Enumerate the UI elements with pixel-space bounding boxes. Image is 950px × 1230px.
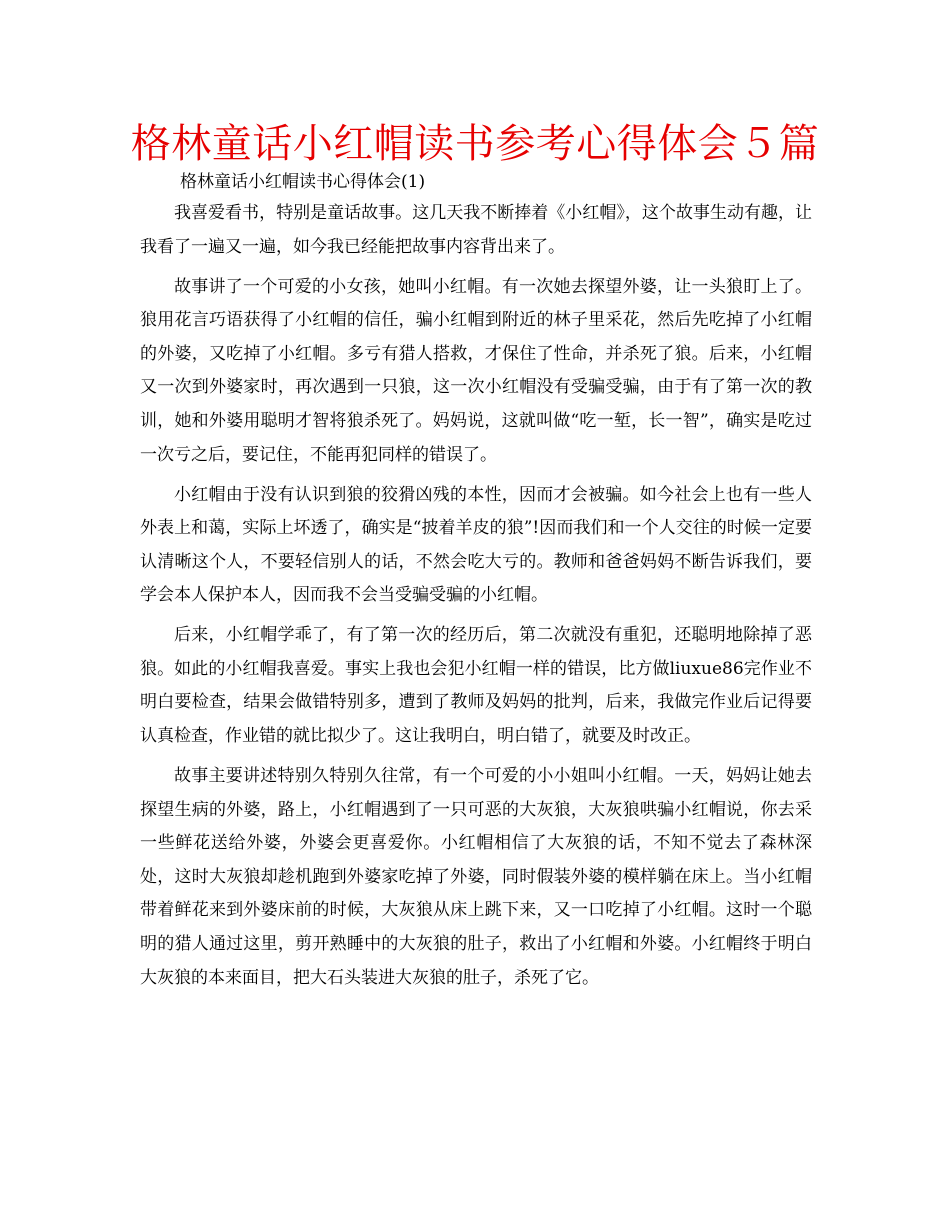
paragraph-3: 小红帽由于没有认识到狼的狡猾凶残的本性，因而才会被骗。如今社会上也有一些人外表上和蔼，实际上坏透了，确实是“披着羊皮的狼”!因而我们和一个人交往的时候一定要认清晰这个人，不要轻信别人的话，不然会吃大亏的。教师和爸爸妈妈不断告诉我们，要学会本人保护本人，因而我不会当受骗受骗的小红帽。 — [140, 484, 812, 606]
paragraph-5: 故事主要讲述特别久特别久往常，有一个可爱的小小姐叫小红帽。一天，妈妈让她去探望生病的外婆，路上，小红帽遇到了一只可恶的大灰狼，大灰狼哄骗小红帽说，你去采一些鲜花送给外婆，外婆会更喜爱你。小红帽相信了大灰狼的话，不知不觉去了森林深处，这时大灰狼却趁机跑到外婆家吃掉了外婆，同时假装外婆的模样躺在床上。当小红帽带着鲜花来到外婆床前的时候，大灰狼从床上跳下来，又一口吃掉了小红帽。这时一个聪明的猎人通过这里，剪开熟睡中的大灰狼的肚子，救出了小红帽和外婆。小红帽终于明白大灰狼的本来面目，把大石头装进大灰狼的肚子，杀死了它。 — [140, 766, 812, 988]
paragraph-4: 后来，小红帽学乖了，有了第一次的经历后，第二次就没有重犯，还聪明地除掉了恶狼。如此的小红帽我喜爱。事实上我也会犯小红帽一样的错误，比方做liuxue86完作业不明白要检查，结果会做错特别多，遭到了教师及妈妈的批判，后来，我做完作业后记得要认真检查，作业错的就比拟少了。这让我明白，明白错了，就要及时改正。 — [140, 625, 812, 747]
document-subtitle: 格林童话小红帽读书心得体会(1) — [180, 172, 426, 192]
document-title: 格林童话小红帽读书参考心得体会５篇 — [130, 121, 820, 167]
document-body — [140, 197, 812, 1002]
paragraph-1: 我喜爱看书，特别是童话故事。这几天我不断捧着《小红帽》，这个故事生动有趣，让我看了一遍又一遍，如今我已经能把故事内容背出来了。 — [140, 203, 812, 257]
paragraph-2: 故事讲了一个可爱的小女孩，她叫小红帽。有一次她去探望外婆，让一头狼盯上了。狼用花言巧语获得了小红帽的信任，骗小红帽到附近的林子里采花，然后先吃掉了小红帽的外婆，又吃掉了小红帽。多亏有猎人搭救，才保住了性命，并杀死了狼。后来，小红帽又一次到外婆家时，再次遇到一只狼，这一次小红帽没有受骗受骗，由于有了第一次的教训，她和外婆用聪明才智将狼杀死了。妈妈说，这就叫做“吃一堑，长一智”，确实是吃过一次亏之后，要记住，不能再犯同样的错误了。 — [140, 276, 812, 465]
